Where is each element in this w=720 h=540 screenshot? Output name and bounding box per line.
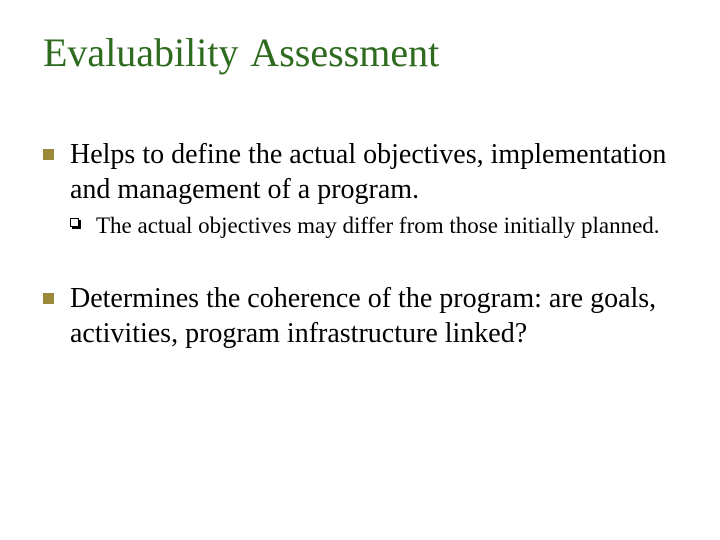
square-bullet-icon <box>43 149 54 160</box>
sub-bullet-text: The actual objectives may differ from those initially planned. <box>96 213 660 238</box>
bullet-item <box>43 281 683 353</box>
sub-bullet-item <box>70 211 670 273</box>
bullet-text: Determines the coherence of the program: are goals, activities, program infrastructure linked? <box>70 283 657 349</box>
square-bullet-icon <box>43 293 54 304</box>
bullet-item <box>43 137 683 209</box>
slide-title: Evaluability Assessment <box>43 30 440 75</box>
bullet-text: Helps to define the actual objectives, implementation and management of a program. <box>70 139 667 205</box>
hollow-square-bullet-icon <box>70 218 79 227</box>
